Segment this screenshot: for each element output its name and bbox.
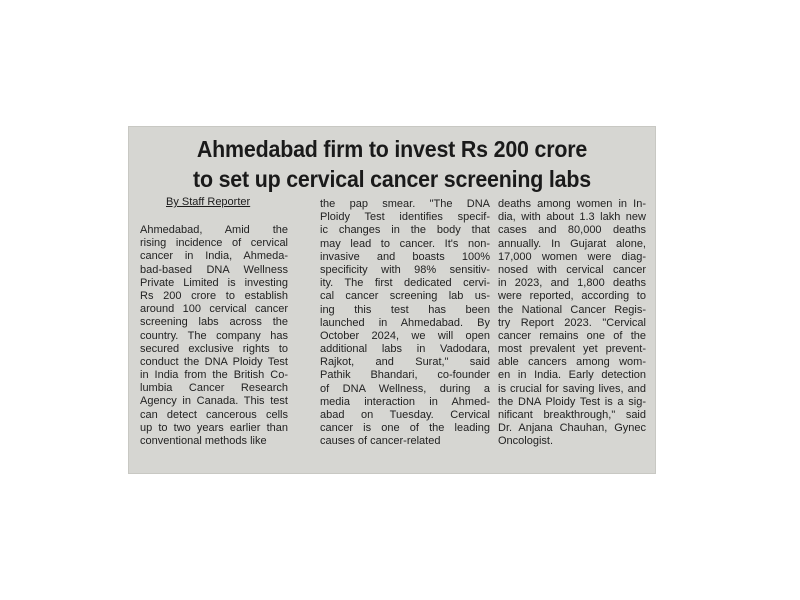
article-line: were reported, according to xyxy=(498,290,646,303)
article-line: screening labs across the xyxy=(140,316,288,329)
article-line: en in India. Early detection xyxy=(498,369,646,382)
article-line: causes of cancer-related xyxy=(320,435,441,448)
article-line: annually. In Gujarat alone, xyxy=(498,237,646,250)
article-line: bad-based DNA Wellness xyxy=(140,263,288,276)
article-line: Dr. Anjana Chauhan, Gynec xyxy=(498,422,646,435)
article-line: specificity with 98% sensitiv- xyxy=(320,263,490,276)
article-line: nificant breakthrough," said xyxy=(498,409,646,421)
article-line: lumbia Cancer Research xyxy=(140,382,288,395)
article-line: Agency in Canada. This test xyxy=(140,395,288,408)
article-line: dia, with about 1.3 lakh new xyxy=(498,211,646,224)
article-column-1 xyxy=(140,224,288,448)
headline-line-2: to set up cervical cancer screening labs xyxy=(193,166,591,192)
article-line: rising incidence of cervical xyxy=(140,237,288,250)
article-line: try Report 2023. "Cervical xyxy=(498,316,646,329)
article-line: can detect cancerous cells xyxy=(140,408,288,421)
article-line: nosed with cervical cancer xyxy=(498,263,646,276)
article-line: ity. The first dedicated cervi- xyxy=(320,277,490,290)
article-line: Rs 200 crore to establish xyxy=(140,289,288,302)
article-line: Pathik Bhandari, co-founder xyxy=(320,369,490,382)
byline: By Staff Reporter xyxy=(166,196,251,208)
article-line: Ploidy Test identifies specif- xyxy=(320,211,490,224)
article-line: deaths among women in In- xyxy=(498,198,646,210)
article-column-3 xyxy=(498,198,646,449)
article-line: may lead to cancer. It's non- xyxy=(320,237,490,250)
article-line: October 2024, we will open xyxy=(320,329,490,342)
article-line: the National Cancer Regis- xyxy=(498,303,646,316)
article-line: the pap smear. "The DNA xyxy=(320,198,490,210)
article-line: cancer is one of the leading xyxy=(320,422,490,435)
article-line: is crucial for saving lives, and xyxy=(498,382,646,395)
article-line: media interaction in Ahmed- xyxy=(320,395,490,408)
article-line: additional labs in Vadodara, xyxy=(320,343,490,356)
article-line: of DNA Wellness, during a xyxy=(320,382,490,395)
article-line: up to two years earlier than xyxy=(140,421,288,434)
article-line: conduct the DNA Ploidy Test xyxy=(140,355,288,368)
article-line: most prevalent yet prevent- xyxy=(498,343,646,356)
headline-line-1: Ahmedabad firm to invest Rs 200 crore xyxy=(196,136,588,162)
article-line: ing this test has been xyxy=(320,303,490,316)
article-line: in India from the British Co- xyxy=(140,369,288,382)
article-line: conventional methods like xyxy=(140,435,267,447)
article-line: cancer in India, Ahmeda- xyxy=(140,250,288,263)
article-column-2 xyxy=(320,198,490,449)
article-line: invasive and boasts 100% xyxy=(320,250,490,263)
article-line: Ahmedabad, Amid the xyxy=(140,224,288,236)
article-line: in 2023, and 1,800 deaths xyxy=(498,277,646,290)
article-line: Oncologist. xyxy=(498,435,554,448)
article-line: secured exclusive rights to xyxy=(140,342,288,355)
article-line: 17,000 women were diag- xyxy=(498,250,646,263)
article-line: country. The company has xyxy=(140,329,288,342)
article-line: cases and 80,000 deaths xyxy=(498,224,646,237)
article-line: the DNA Ploidy Test is a sig- xyxy=(498,395,646,408)
newspaper-clipping xyxy=(128,126,656,474)
article-line: Private Limited is investing xyxy=(140,276,288,289)
article-line: cancer remains one of the xyxy=(498,329,646,342)
article-line: Rajkot, and Surat," said xyxy=(320,356,490,369)
article-line: launched in Ahmedabad. By xyxy=(320,316,490,329)
article-line: abad on Tuesday. Cervical xyxy=(320,409,490,421)
headline xyxy=(146,134,637,194)
article-line: around 100 cervical cancer xyxy=(140,303,288,316)
article-line: cal cancer screening lab us- xyxy=(320,290,490,303)
article-line: able cancers among wom- xyxy=(498,356,646,369)
article-line: ic changes in the body that xyxy=(320,224,490,237)
